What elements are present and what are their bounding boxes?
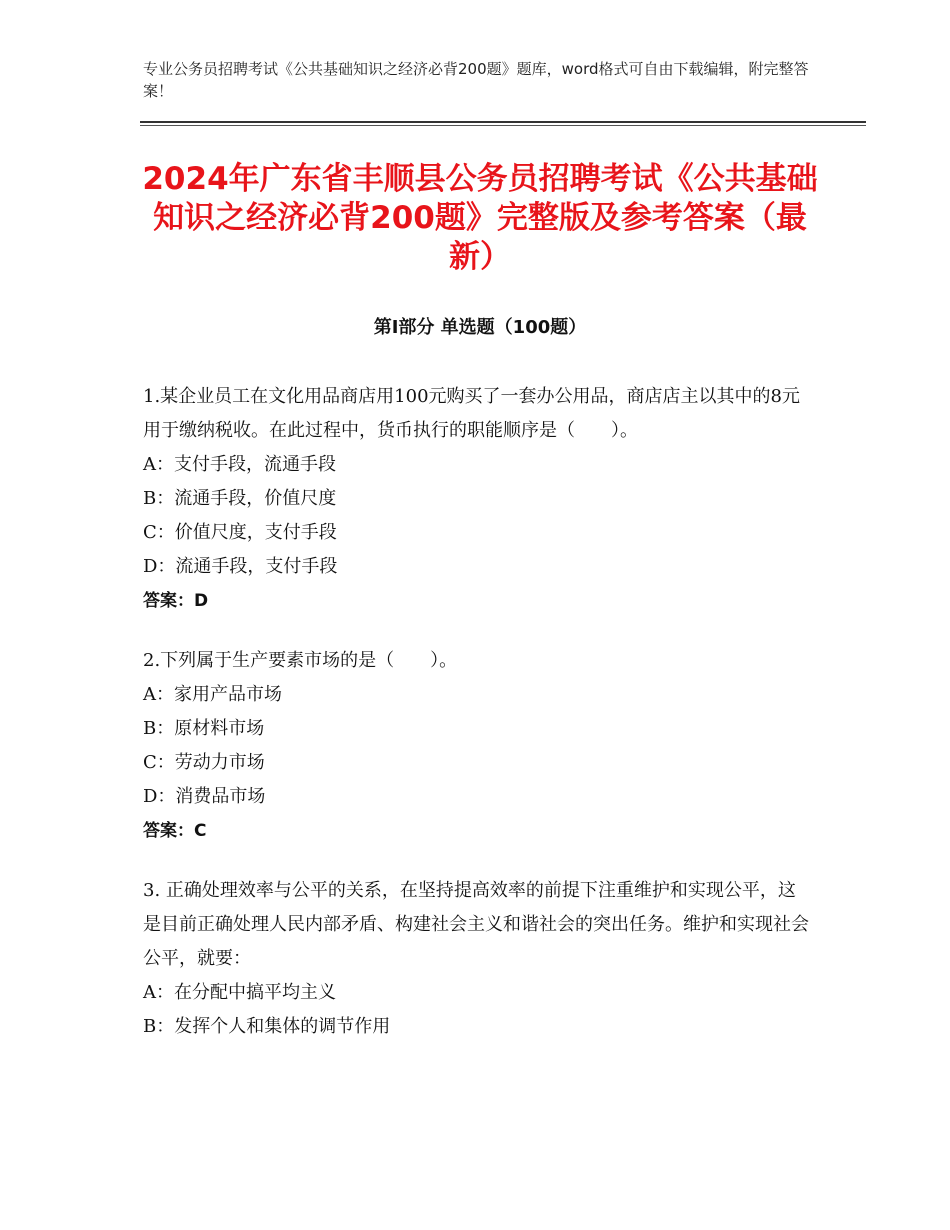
- section-title: 第Ⅰ部分 单选题（100题）: [373, 317, 587, 338]
- option-a: A：支付手段，流通手段: [143, 454, 336, 475]
- question-2: [143, 644, 813, 848]
- question-stem: 2.下列属于生产要素市场的是（ ）。: [143, 650, 458, 671]
- answer: 答案：C: [143, 821, 207, 841]
- option-b: B：流通手段，价值尺度: [143, 488, 337, 509]
- option-d: D：消费品市场: [143, 786, 266, 807]
- header-note: 专业公务员招聘考试《公共基础知识之经济必背200题》题库，word格式可自由下载编辑，附完整答案！: [143, 60, 809, 100]
- answer: 答案：D: [143, 591, 209, 611]
- option-b: B：发挥个人和集体的调节作用: [143, 1016, 391, 1037]
- header-divider-thick: [140, 121, 866, 123]
- option-a: A：在分配中搞平均主义: [143, 982, 336, 1003]
- question-stem: 3. 正确处理效率与公平的关系，在坚持提高效率的前提下注重维护和实现公平，这是目前正确处理人民内部矛盾、构建社会主义和谐社会的突出任务。维护和实现社会公平，就要：: [143, 880, 809, 969]
- option-c: C：劳动力市场: [143, 752, 265, 773]
- question-1: [143, 380, 813, 618]
- document-title: 2024年广东省丰顺县公务员招聘考试《公共基础知识之经济必背200题》完整版及参考答案（最新）: [142, 161, 818, 275]
- option-a: A：家用产品市场: [143, 684, 282, 705]
- option-d: D：流通手段，支付手段: [143, 556, 338, 577]
- question-list: [143, 380, 813, 1070]
- header-divider-thin: [140, 125, 866, 126]
- option-b: B：原材料市场: [143, 718, 265, 739]
- option-c: C：价值尺度，支付手段: [143, 522, 337, 543]
- question-3: [143, 874, 813, 1044]
- question-stem: 1.某企业员工在文化用品商店用100元购买了一套办公用品，商店店主以其中的8元用于缴纳税收。在此过程中，货币执行的职能顺序是（ ）。: [143, 386, 800, 441]
